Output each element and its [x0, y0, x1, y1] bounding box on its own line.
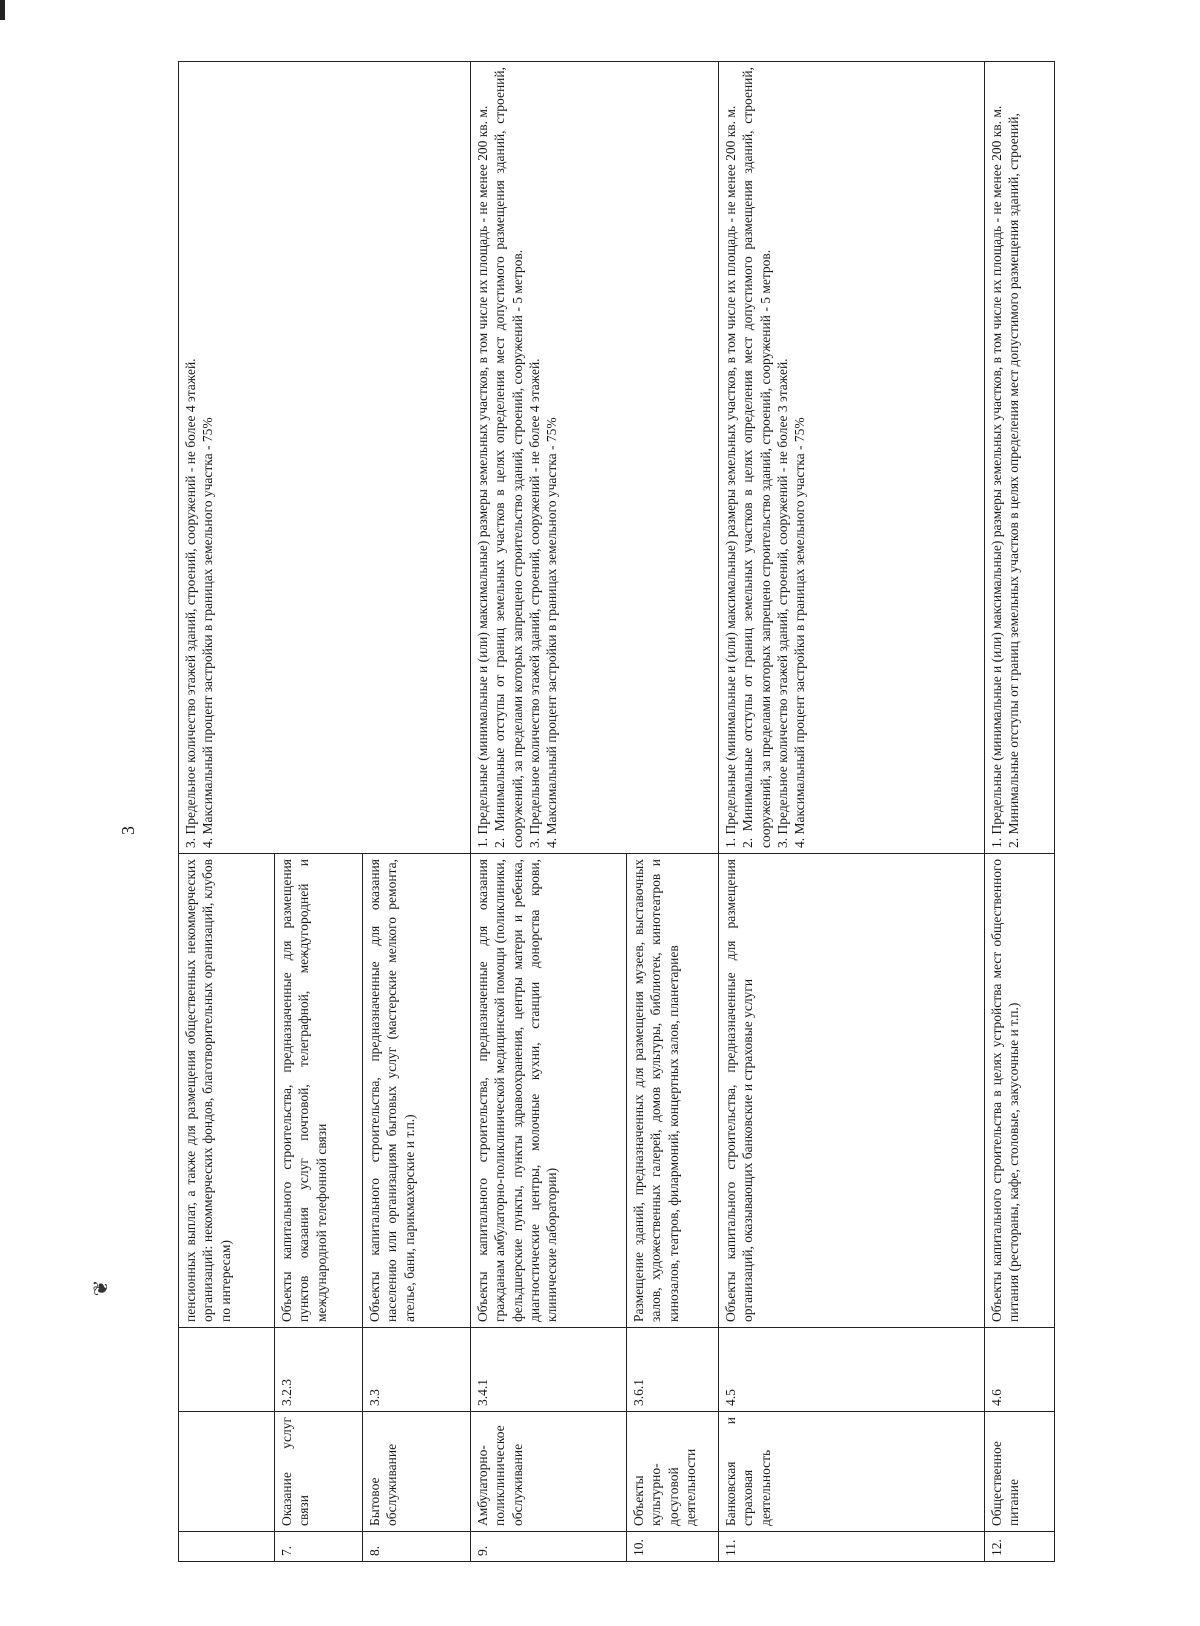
- use-params: [471, 62, 719, 854]
- use-code: [179, 1328, 275, 1412]
- page-number: 3: [118, 826, 138, 835]
- param-line: 1. Предельные (минимальные и (или) максимальные) размеры земельных участков, в том числе их площадь - не менее 200 кв. м.: [989, 105, 1004, 848]
- use-name: Объекты культурно-досуговой деятельности: [627, 1412, 719, 1532]
- table-row: [719, 62, 985, 1562]
- row-number: 7.: [275, 1532, 363, 1562]
- scan-smudge: ❦: [88, 1279, 113, 1297]
- use-name: Бытовое обслуживание: [363, 1412, 471, 1532]
- row-number: 10.: [627, 1532, 719, 1562]
- param-line: 2. Минимальные отступы от границ земельных участков в целях определения мест допустимого размещения зданий, строений, сооружений, за пределами которых запрещено строительство зданий, строений, сооружений - 5 метров.: [492, 67, 525, 848]
- use-code: 3.4.1: [471, 1328, 627, 1412]
- use-name: Амбулаторно-поликлиническое обслуживание: [471, 1412, 627, 1532]
- land-use-table: [178, 61, 1055, 1562]
- param-line: 1. Предельные (минимальные и (или) максимальные) размеры земельных участков, в том числе их площадь - не менее 200 кв. м.: [723, 105, 738, 848]
- use-name: Общественное питание: [985, 1412, 1055, 1532]
- use-params: [985, 62, 1055, 854]
- param-line: 3. Предельное количество этажей зданий, строений, сооружений - не более 4 этажей.: [526, 358, 542, 848]
- scan-edge-mark: [0, 0, 5, 20]
- use-description: Объекты капитального строительства, предназначенные для размещения пунктов оказания услуг почтовой, телеграфной, междугородней и международной телефонной связи: [275, 854, 363, 1328]
- param-line: 2. Минимальные отступы от границ земельных участков в целях определения мест допустимого размещения зданий, строений,: [1006, 113, 1022, 848]
- use-code: 3.6.1: [627, 1328, 719, 1412]
- rotated-table-wrapper: [178, 62, 1036, 1562]
- param-line: 3. Предельное количество этажей зданий, строений, сооружений - не более 4 этажей.: [183, 358, 198, 848]
- row-number: 12.: [985, 1532, 1055, 1562]
- use-description: Объекты капитального строительства, предназначенные для оказания населению или организациям бытовых услуг (мастерские мелкого ремонта, ателье, бани, парикмахерские и т.п.): [363, 854, 471, 1328]
- use-params: [719, 62, 985, 854]
- row-number: 9.: [471, 1532, 627, 1562]
- use-code: 4.5: [719, 1328, 985, 1412]
- use-description: Объекты капитального строительства, предназначенные для оказания гражданам амбулаторно-поликлинической медицинской помощи (поликлиники, фельдшерские пункты, пункты здравоохранения, центры матери и ребенка, диагностические центры, молочные кухни, станции донорства крови, клинические лаборатории): [471, 854, 627, 1328]
- use-params: [179, 62, 471, 854]
- param-line: 3. Предельное количество этажей зданий, строений, сооружений - не более 3 этажей.: [774, 358, 790, 848]
- use-description: Объекты капитального строительства в целях устройства мест общественного питания (рестораны, кафе, столовые, закусочные и т.п.): [985, 854, 1055, 1328]
- use-code: 4.6: [985, 1328, 1055, 1412]
- use-name: Оказание услуг связи: [275, 1412, 363, 1532]
- row-number: [179, 1532, 275, 1562]
- table-row: [471, 62, 627, 1562]
- use-name: [179, 1412, 275, 1532]
- param-line: 4. Максимальный процент застройки в границах земельного участка - 75%: [544, 417, 560, 848]
- table-row: [179, 62, 275, 1562]
- param-line: 4. Максимальный процент застройки в границах земельного участка - 75%: [200, 417, 216, 848]
- param-line: 2. Минимальные отступы от границ земельных участков в целях определения мест допустимого размещения зданий, строений, сооружений, за пределами которых запрещено строительство зданий, строений, сооружений - 5 метров.: [740, 67, 773, 848]
- use-description: Объекты капитального строительства, предназначенные для размещения организаций, оказывающих банковские и страховые услуги: [719, 854, 985, 1328]
- use-name: Банковская и страховая деятельность: [719, 1412, 985, 1532]
- use-description: пенсионных выплат, а также для размещения общественных некоммерческих организаций: некоммерческих фондов, благотворительных организаций, клубов по интересам): [179, 854, 275, 1328]
- row-number: 8.: [363, 1532, 471, 1562]
- table-row: [985, 62, 1055, 1562]
- use-code: 3.3: [363, 1328, 471, 1412]
- use-code: 3.2.3: [275, 1328, 363, 1412]
- param-line: 4. Максимальный процент застройки в границах земельного участка - 75%: [792, 417, 808, 848]
- row-number: 11.: [719, 1532, 985, 1562]
- param-line: 1. Предельные (минимальные и (или) максимальные) размеры земельных участков, в том числе их площадь - не менее 200 кв. м.: [475, 105, 490, 848]
- use-description: Размещение зданий, предназначенных для размещения музеев, выставочных залов, художественных галерей, домов культуры, библиотек, кинотеатров и кинозалов, театров, филармоний, концертных залов, планетариев: [627, 854, 719, 1328]
